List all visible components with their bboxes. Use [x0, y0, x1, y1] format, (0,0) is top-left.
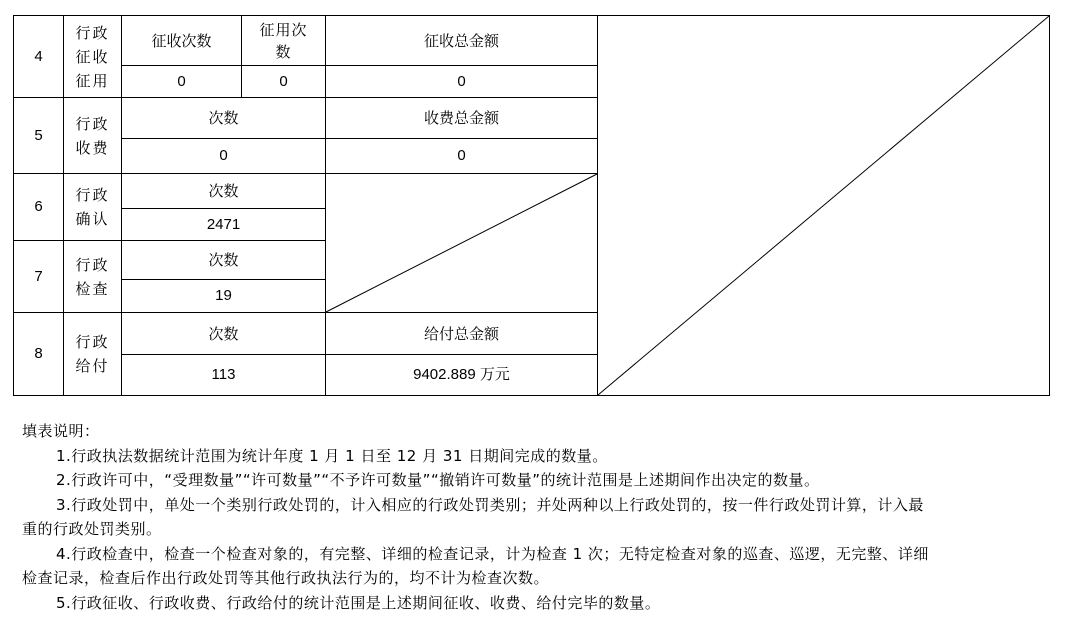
row-number: 8 — [34, 345, 43, 362]
header-cell — [242, 16, 325, 65]
value-cell: 19 — [215, 287, 232, 304]
value-cell: 2471 — [206, 215, 241, 233]
header-cell: 征收总金额 — [423, 31, 499, 50]
row-category-line: 行政 — [75, 255, 110, 274]
row-number: 7 — [34, 267, 43, 285]
row-category — [64, 313, 121, 395]
row-number: 5 — [34, 126, 43, 144]
filling-instructions — [22, 419, 1072, 615]
note-item: 2.行政许可中，“受理数量”“许可数量”“不予许可数量”“撤销许可数量”的统计范围是上述期间作出决定的数量。 — [56, 471, 820, 489]
row-category-line: 征收 — [75, 47, 110, 66]
value-cell: 113 — [211, 366, 236, 383]
value-cell: 0 — [177, 72, 186, 90]
row-category — [64, 174, 121, 240]
row-category-line: 收费 — [75, 138, 110, 157]
note-item: 1.行政执法数据统计范围为统计年度 1 月 1 日至 12 月 31 日期间完成的数量。 — [56, 446, 608, 465]
row-number: 6 — [34, 198, 43, 215]
header-cell: 征收次数 — [151, 31, 212, 50]
value-cell: 0 — [219, 147, 228, 164]
note-item: 4.行政检查中，检查一个检查对象的，有完整、详细的检查记录，计为检查 1 次；无特定检查对象的巡查、巡逻，无完整、详细 — [56, 544, 929, 563]
note-item-continued: 重的行政处罚类别。 — [22, 520, 162, 538]
header-line: 数 — [275, 42, 292, 61]
header-cell: 给付总金额 — [423, 324, 499, 343]
value-cell: 9402.889 万元 — [413, 366, 510, 383]
header-cell: 次数 — [208, 182, 239, 200]
col-sep — [597, 15, 598, 396]
row-category-line: 给付 — [75, 357, 110, 375]
value-cell: 0 — [457, 147, 466, 164]
table-border-bottom — [13, 395, 1050, 396]
note-item: 3.行政处罚中，单处一个类别行政处罚的，计入相应的行政处罚类别；并处两种以上行政处罚的，按一件行政处罚计算，计入最 — [56, 495, 924, 514]
header-cell: 次数 — [208, 109, 239, 127]
note-item: 5.行政征收、行政收费、行政给付的统计范围是上述期间征收、收费、给付完毕的数量。 — [56, 593, 661, 612]
row-category — [64, 241, 121, 312]
header-cell: 次数 — [208, 324, 239, 343]
value-cell: 0 — [457, 72, 466, 90]
row-category-line: 检查 — [75, 279, 110, 298]
row-category — [64, 98, 121, 173]
row-category — [64, 16, 121, 97]
header-line: 征用次 — [259, 20, 308, 39]
diagonal-middle-block — [326, 174, 597, 312]
row-category-line: 行政 — [75, 333, 110, 351]
value-cell: 0 — [279, 72, 288, 90]
row-category-line: 行政 — [75, 114, 110, 133]
table-border-right — [1049, 15, 1050, 396]
diagonal-right-block — [598, 16, 1049, 395]
row-category-line: 确认 — [75, 210, 110, 228]
row-category-line: 行政 — [75, 186, 110, 204]
header-cell: 收费总金额 — [423, 109, 499, 127]
note-item-continued: 检查记录，检查后作出行政处罚等其他行政执法行为的，均不计为检查次数。 — [22, 569, 550, 587]
notes-title: 填表说明： — [22, 422, 100, 440]
row-number: 4 — [34, 47, 43, 65]
row-category-line: 行政 — [75, 23, 110, 42]
header-cell: 次数 — [208, 251, 239, 269]
row-category-line: 征用 — [75, 71, 110, 90]
